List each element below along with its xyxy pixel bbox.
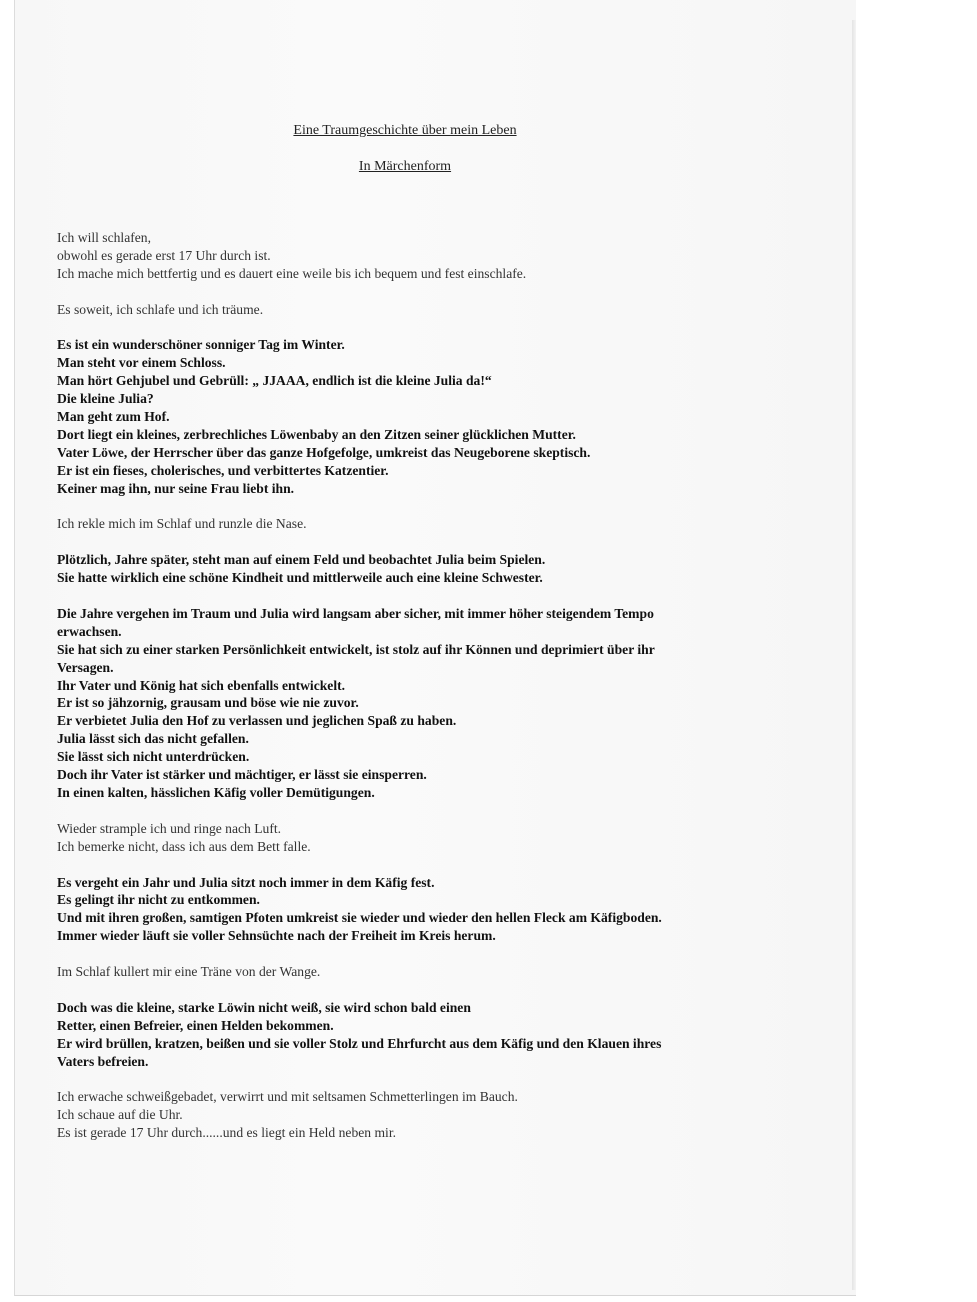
text-line: In einen kalten, hässlichen Käfig voller Demütigungen. <box>57 785 375 801</box>
story-paragraph <box>57 336 777 497</box>
text-line: Versagen. <box>57 659 114 675</box>
story-paragraph <box>57 515 777 533</box>
text-line: Dort liegt ein kleines, zerbrechliches Löwenbaby an den Zitzen seiner glücklichen Mutter. <box>57 426 576 442</box>
story-paragraph <box>57 1088 777 1142</box>
text-line: Plötzlich, Jahre später, steht man auf einem Feld und beobachtet Julia beim Spielen. <box>57 552 546 568</box>
text-line: Und mit ihren großen, samtigen Pfoten umkreist sie wieder und wieder den hellen Fleck am Käfigboden. <box>57 910 662 926</box>
text-line: Man geht zum Hof. <box>57 409 170 425</box>
text-line: Sie hat sich zu einer starken Persönlichkeit entwickelt, ist stolz auf ihr Können und deprimiert über ihr <box>57 641 655 657</box>
text-line: Es gelingt ihr nicht zu entkommen. <box>57 892 260 908</box>
text-line: Ich erwache schweißgebadet, verwirrt und mit seltsamen Schmetterlingen im Bauch. <box>57 1089 518 1105</box>
scanned-page <box>14 0 857 1296</box>
text-line: Keiner mag ihn, nur seine Frau liebt ihn. <box>57 480 295 496</box>
text-line: Ich rekle mich im Schlaf und runzle die Nase. <box>57 516 307 532</box>
story-paragraph <box>57 551 777 587</box>
text-line: Vater Löwe, der Herrscher über das ganze Hofgefolge, umkreist das Neugeborene skeptisch. <box>57 444 591 460</box>
text-line: Es vergeht ein Jahr und Julia sitzt noch immer in dem Käfig fest. <box>57 874 435 890</box>
story-paragraph <box>57 820 777 856</box>
text-line: Sie lässt sich nicht unterdrücken. <box>57 749 250 765</box>
text-line: erwachsen. <box>57 623 122 639</box>
text-line: Die Jahre vergehen im Traum und Julia wird langsam aber sicher, mit immer höher steigendem Tempo <box>57 605 654 621</box>
text-line: Er ist so jähzornig, grausam und böse wie nie zuvor. <box>57 695 359 711</box>
text-line: Die kleine Julia? <box>57 391 154 407</box>
scan-margin <box>856 0 977 1302</box>
text-line: Immer wieder läuft sie voller Sehnsüchte nach der Freiheit im Kreis herum. <box>57 928 496 944</box>
document-title: Eine Traumgeschichte über mein Leben <box>293 123 517 138</box>
text-line: Es soweit, ich schlafe und ich träume. <box>57 301 264 317</box>
text-line: Er verbietet Julia den Hof zu verlassen und jeglichen Spaß zu haben. <box>57 713 457 729</box>
document-subtitle: In Märchenform <box>358 159 452 174</box>
text-line: Man hört Gehjubel und Gebrüll: „ JJAAA, endlich ist die kleine Julia da!“ <box>57 373 492 389</box>
story-paragraph <box>57 874 777 946</box>
text-line: Ich schaue auf die Uhr. <box>57 1107 183 1123</box>
text-line: Ich will schlafen, <box>57 230 151 245</box>
text-line: Sie hatte wirklich eine schöne Kindheit und mittlerweile auch eine kleine Schwester. <box>57 570 543 586</box>
text-line: Retter, einen Befreier, einen Helden bekommen. <box>57 1017 334 1033</box>
story-paragraph <box>57 229 777 283</box>
story-paragraph <box>57 605 777 802</box>
text-line: Doch was die kleine, starke Löwin nicht weiß, sie wird schon bald einen <box>57 999 471 1015</box>
text-line: Er ist ein fieses, cholerisches, und verbittertes Katzentier. <box>57 462 389 478</box>
text-line: Im Schlaf kullert mir eine Träne von der Wange. <box>57 964 321 980</box>
story-paragraph <box>57 301 777 319</box>
text-line: obwohl es gerade erst 17 Uhr durch ist. <box>57 247 271 263</box>
text-line: Doch ihr Vater ist stärker und mächtiger, er lässt sie einsperren. <box>57 767 427 783</box>
text-line: Ihr Vater und König hat sich ebenfalls entwickelt. <box>57 677 346 693</box>
text-line: Ich bemerke nicht, dass ich aus dem Bett falle. <box>57 838 311 854</box>
text-line: Es ist ein wunderschöner sonniger Tag im Winter. <box>57 337 345 353</box>
text-line: Vaters befreien. <box>57 1053 149 1069</box>
text-line: Er wird brüllen, kratzen, beißen und sie voller Stolz und Ehrfurcht aus dem Käfig und den Klauen ihres <box>57 1035 662 1051</box>
text-line: Julia lässt sich das nicht gefallen. <box>57 731 249 747</box>
story-body <box>57 229 777 1160</box>
text-line: Wieder strample ich und ringe nach Luft. <box>57 820 282 836</box>
text-line: Es ist gerade 17 Uhr durch......und es liegt ein Held neben mir. <box>57 1125 397 1141</box>
story-paragraph <box>57 963 777 981</box>
story-paragraph <box>57 999 777 1071</box>
text-line: Ich mache mich bettfertig und es dauert eine weile bis ich bequem und fest einschlafe. <box>57 265 527 281</box>
text-line: Man steht vor einem Schloss. <box>57 355 226 371</box>
